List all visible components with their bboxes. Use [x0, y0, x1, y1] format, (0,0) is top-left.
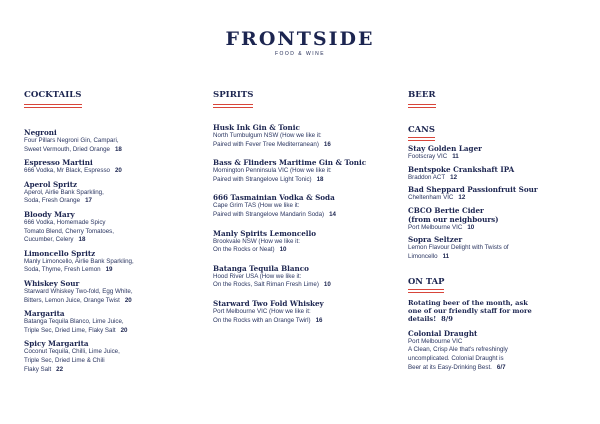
item-description: Port Melbourne VIC — [408, 337, 463, 345]
menu-item — [24, 158, 194, 176]
menu-item — [24, 249, 194, 275]
item-price: 10 — [279, 246, 287, 254]
item-price: 12 — [450, 173, 458, 181]
menu-item — [213, 193, 398, 219]
item-name: Bad Sheppard Passionfruit Sour — [408, 185, 538, 195]
item-description: 666 Vodka, Homemade Spicy — [24, 218, 106, 226]
item-price: 11 — [452, 153, 459, 160]
item-price: 18 — [78, 236, 86, 244]
menu-item — [24, 279, 194, 305]
item-description: 666 Vodka, Mr Black, Espresso 20 — [24, 167, 122, 175]
item-description: On the Rocks, Salt Riman Fresh Lime) 10 — [213, 281, 331, 289]
menu-item — [408, 329, 588, 372]
spirits-list — [213, 123, 398, 325]
spirits-column — [213, 84, 398, 325]
cans-heading: CANS — [408, 124, 435, 138]
item-name: Margarita — [24, 309, 65, 319]
menu-item — [408, 185, 588, 203]
item-description: Soda, Fresh Orange 17 — [24, 197, 92, 205]
item-description: Footscray VIC 11 — [408, 153, 459, 160]
item-description: Tomato Blend, Cherry Tomatoes, — [24, 227, 114, 235]
menu-item — [213, 158, 398, 184]
item-description: Brookvale NSW (How we like it: — [213, 237, 300, 245]
item-name: Colonial Draught — [408, 328, 478, 338]
item-price: 16 — [323, 140, 331, 148]
item-description: Sweet Vermouth, Dried Orange 18 — [24, 145, 122, 153]
item-price: 18 — [114, 145, 122, 153]
item-price: 6/7 — [496, 363, 506, 371]
item-price: 19 — [105, 266, 113, 274]
item-description: Coconut Tequila, Chilli, Lime Juice, — [24, 348, 120, 356]
menu-item — [408, 165, 588, 183]
menu-item — [24, 128, 194, 154]
item-name: Batanga Tequila Blanco — [213, 263, 309, 273]
item-name: Sopra Seltzer — [408, 235, 463, 245]
on-tap-note — [408, 299, 588, 324]
item-description: uncomplicated. Colonial Draught is — [408, 354, 504, 362]
item-name: Negroni — [24, 128, 57, 137]
menu-item — [408, 235, 588, 261]
item-price: 16 — [315, 316, 323, 324]
item-description: Paired with Strangelove Light Tonic) 18 — [213, 175, 324, 183]
item-description: North Tumbulgum NSW (How we like it: — [213, 132, 322, 139]
item-price: 20 — [120, 326, 128, 334]
menu-item — [213, 229, 398, 255]
item-description: Beer at its Easy-Drinking Best. 6/7 — [408, 363, 506, 371]
item-name: Bloody Mary — [24, 209, 75, 219]
item-price: 20 — [114, 167, 122, 175]
item-name: Bass & Flinders Maritime Gin & Tonic — [213, 158, 367, 168]
cocktails-list — [24, 128, 194, 374]
item-description: Port Melbourne VIC (How we like it: — [213, 307, 311, 315]
item-description: Hood River USA (How we like it: — [213, 272, 302, 280]
item-description: Triple Sec, Dried Lime, Flaky Salt 20 — [24, 326, 128, 334]
item-name: Starward Two Fold Whiskey — [213, 298, 324, 308]
item-description: Braddon ACT 12 — [408, 173, 458, 181]
menu-item — [408, 144, 588, 162]
item-name: CBCO Bertie Cider — [408, 205, 484, 215]
item-price: 17 — [85, 197, 92, 205]
item-description: Cheltenham VIC 12 — [408, 194, 466, 202]
item-price: 18 — [316, 175, 324, 183]
brand-subtitle: FOOD & WINE — [274, 51, 326, 57]
item-description: Batanga Tequila Blanco, Lime Juice, — [24, 318, 124, 326]
item-name: Manly Spirits Lemoncello — [213, 228, 317, 238]
item-description: Four Pillars Negroni Gin, Campari, — [24, 137, 119, 144]
item-name: Bentspoke Crankshaft IPA — [408, 164, 515, 174]
item-description: Cucumber, Celery 18 — [24, 236, 86, 244]
item-description: Cape Grim TAS (How we like it: — [213, 202, 300, 210]
beer-heading: BEER — [408, 90, 436, 105]
menu-item — [24, 210, 194, 245]
item-name: 666 Tasmainian Vodka & Soda — [213, 193, 335, 203]
item-price: 12 — [458, 194, 466, 202]
item-description: Port Melbourne VIC 10 — [408, 223, 475, 231]
item-price: 10 — [467, 223, 475, 231]
tap-note-price: 8/9 — [441, 315, 453, 324]
menu-item — [213, 299, 398, 325]
tap-note-line: one of our friendly staff for more — [408, 306, 532, 315]
spirits-heading: SPIRITS — [213, 90, 253, 105]
tap-note-line: Rotating beer of the month, ask — [408, 298, 528, 307]
item-name: Espresso Martini — [24, 158, 93, 168]
item-description: Triple Sec, Dried Lime & Chili — [24, 356, 105, 364]
item-price: 11 — [442, 252, 450, 260]
menu-item — [408, 206, 588, 233]
tap-note-line: details! — [408, 315, 437, 324]
item-description: Manly Limoncello, Airlie Bank Sparkling, — [24, 257, 134, 265]
tap-list — [408, 329, 588, 372]
item-name: (from our neighbours) — [408, 214, 499, 224]
menu-item — [24, 339, 194, 374]
cans-list — [408, 144, 588, 262]
item-price: 10 — [323, 281, 331, 289]
item-description: Paired with Fever Tree Mediterranean) 16 — [213, 140, 331, 148]
brand-header — [0, 28, 600, 57]
item-name: Stay Golden Lager — [408, 144, 482, 153]
item-description: Flaky Salt 22 — [24, 365, 64, 373]
item-description: Paired with Strangelove Mandarin Soda) 14 — [213, 210, 336, 218]
item-name: Limoncello Spritz — [24, 248, 96, 258]
item-name: Whiskey Sour — [24, 278, 80, 288]
item-description: On the Rocks with an Orange Twirl) 16 — [213, 316, 323, 324]
item-description: Soda, Thyme, Fresh Lemon 19 — [24, 266, 113, 274]
menu-item — [213, 264, 398, 290]
cocktails-heading: COCKTAILS — [24, 90, 82, 105]
item-description: Mornington Penninsula VIC (How we like it: — [213, 167, 332, 175]
menu-item — [24, 309, 194, 335]
cocktails-column — [24, 84, 194, 374]
menu-item — [24, 180, 194, 206]
item-name: Aperol Spritz — [24, 179, 78, 189]
item-price: 20 — [124, 296, 132, 304]
item-name: Spicy Margarita — [24, 339, 89, 349]
on-tap-heading: ON TAP — [408, 276, 444, 290]
item-description: Lemon Flavour Delight with Twists of — [408, 244, 509, 252]
item-price: 22 — [56, 365, 64, 373]
item-description: A Clean, Crisp Ale that's refreshingly — [408, 346, 508, 354]
item-description: Limoncello 11 — [408, 252, 450, 260]
beer-column — [408, 84, 588, 372]
item-description: Aperol, Airlie Bank Sparkling, — [24, 188, 104, 196]
item-description: On the Rocks or Neat) 10 — [213, 246, 287, 254]
item-price: 14 — [329, 210, 336, 218]
menu-item — [213, 123, 398, 149]
item-name: Husk Ink Gin & Tonic — [213, 123, 300, 132]
brand-name: FRONTSIDE — [225, 28, 375, 50]
item-description: Starward Whiskey Two-fold, Egg White, — [24, 287, 133, 295]
item-description: Bitters, Lemon Juice, Orange Twist 20 — [24, 296, 132, 304]
